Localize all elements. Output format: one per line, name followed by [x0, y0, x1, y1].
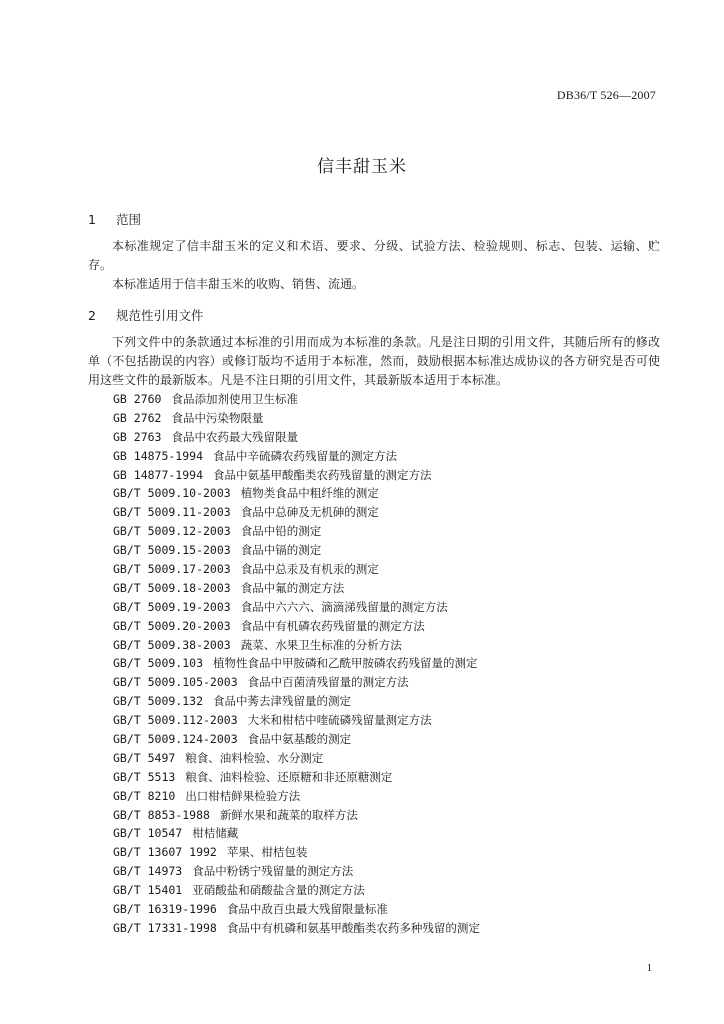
- reference-code: GB/T 5009.10-2003: [113, 486, 231, 501]
- reference-code: GB/T 5009.15-2003: [113, 543, 231, 558]
- reference-title: 柑桔储藏: [192, 826, 239, 841]
- reference-code: GB/T 8853-1988: [113, 807, 210, 822]
- reference-code: GB/T 5009.132: [113, 694, 204, 709]
- reference-title: 食品中百菌清残留量的测定方法: [247, 675, 409, 690]
- reference-title: 食品添加剂使用卫生标准: [171, 392, 298, 406]
- reference-item: [113, 919, 480, 938]
- reference-code: GB/T 10547: [113, 826, 183, 841]
- reference-item: [113, 447, 480, 466]
- reference-code: GB/T 5009.112-2003: [113, 713, 238, 728]
- reference-item: [113, 862, 480, 881]
- reference-code: GB 2760: [113, 392, 162, 406]
- reference-code: GB/T 5009.19-2003: [113, 599, 231, 614]
- reference-item: [113, 409, 480, 428]
- reference-title: 食品中有机磷农药残留量的测定方法: [240, 618, 425, 633]
- reference-code: GB/T 5009.103: [113, 656, 204, 671]
- section-title: 范围: [116, 212, 142, 227]
- reference-title: 食品中有机磷和氨基甲酸酯类农药多种残留的测定: [226, 920, 480, 935]
- scope-paragraph-1: 本标准规定了信丰甜玉米的定义和术语、要求、分级、试验方法、检验规则、标志、包装、运输、贮存。: [88, 239, 660, 272]
- reference-title: 食品中辛硫磷农药残留量的测定方法: [213, 448, 398, 463]
- reference-code: GB 14875-1994: [113, 448, 204, 463]
- reference-item: [113, 749, 480, 768]
- scope-paragraph-2: 本标准适用于信丰甜玉米的收购、销售、流通。: [112, 277, 365, 291]
- reference-code: GB/T 14973: [113, 864, 183, 879]
- reference-item: [113, 466, 480, 485]
- reference-code: GB/T 13607 1992: [113, 845, 217, 860]
- references-intro-paragraph: 下列文件中的条款通过本标准的引用而成为本标准的条款。凡是注日期的引用文件，其随后所有的修改单（不包括勘误的内容）或修订版均不适用于本标准，然而，鼓励根据本标准达成协议的各方研究是否可使用这些文件的最新版本。凡是不注日期的引用文件，其最新版本适用于本标准。: [88, 335, 660, 387]
- reference-code: GB 2762: [113, 410, 162, 425]
- reference-title: 食品中氟的测定方法: [240, 580, 345, 595]
- section-number: 2: [88, 308, 96, 323]
- reference-code: GB/T 5009.20-2003: [113, 618, 231, 633]
- reference-title: 食品中铅的测定: [240, 524, 322, 539]
- reference-title: 植物类食品中粗纤维的测定: [240, 486, 379, 501]
- reference-item: [113, 636, 480, 655]
- reference-code: GB/T 5513: [113, 769, 176, 784]
- reference-code: GB/T 5009.38-2003: [113, 637, 231, 652]
- reference-item: [113, 824, 480, 843]
- reference-item: [113, 843, 480, 862]
- reference-code: GB/T 5009.12-2003: [113, 524, 231, 539]
- reference-item: [113, 484, 480, 503]
- reference-title: 新鲜水果和蔬菜的取样方法: [219, 807, 358, 822]
- reference-item: [113, 730, 480, 749]
- reference-title: 食品中氨基酸的测定: [247, 732, 352, 747]
- reference-title: 食品中农药最大残留限量: [171, 429, 298, 444]
- reference-item: [113, 560, 480, 579]
- reference-title: 亚硝酸盐和硝酸盐含量的测定方法: [192, 883, 365, 898]
- reference-title: 大米和柑桔中喹硫磷残留量测定方法: [247, 713, 432, 728]
- reference-title: 食品中氨基甲酸酯类农药残留量的测定方法: [213, 467, 432, 482]
- reference-title: 食品中莠去津残留量的测定: [213, 694, 352, 709]
- reference-title: 食品中总汞及有机汞的测定: [240, 562, 379, 577]
- reference-title: 食品中粉锈宁残留量的测定方法: [192, 864, 354, 879]
- reference-title: 食品中污染物限量: [171, 410, 264, 425]
- reference-code: GB/T 5009.11-2003: [113, 505, 231, 520]
- reference-code: GB/T 16319-1996: [113, 902, 217, 917]
- reference-title: 粮食、油料检验、水分测定: [185, 750, 324, 765]
- reference-item: [113, 881, 480, 900]
- reference-item: [113, 390, 480, 409]
- reference-code: GB/T 5009.105-2003: [113, 675, 238, 690]
- document-title: 信丰甜玉米: [317, 157, 407, 177]
- reference-title: 蔬菜、水果卫生标准的分析方法: [240, 637, 402, 652]
- reference-code: GB 2763: [113, 429, 162, 444]
- reference-title: 食品中敌百虫最大残留限量标准: [226, 902, 388, 917]
- reference-item: [113, 579, 480, 598]
- reference-item: [113, 541, 480, 560]
- standard-code: DB36/T 526—2007: [556, 88, 656, 102]
- reference-code: GB/T 5497: [113, 750, 176, 765]
- reference-item: [113, 503, 480, 522]
- reference-code: GB/T 5009.17-2003: [113, 562, 231, 577]
- reference-item: [113, 806, 480, 825]
- reference-item: [113, 900, 480, 919]
- reference-code: GB/T 8210: [113, 788, 176, 803]
- reference-item: [113, 522, 480, 541]
- reference-item: [113, 428, 480, 447]
- section-heading-scope: [88, 210, 141, 228]
- reference-list: [113, 390, 480, 938]
- section-heading-normative-references: [88, 306, 204, 324]
- reference-title: 粮食、油料检验、还原糖和非还原糖测定: [185, 769, 393, 784]
- reference-code: GB 14877-1994: [113, 467, 204, 482]
- reference-title: 食品中镉的测定: [240, 543, 322, 558]
- reference-item: [113, 768, 480, 787]
- reference-item: [113, 617, 480, 636]
- reference-code: GB/T 17331-1998: [113, 920, 217, 935]
- reference-title: 植物性食品中甲胺磷和乙酰甲胺磷农药残留量的测定: [213, 656, 478, 671]
- reference-item: [113, 692, 480, 711]
- reference-item: [113, 654, 480, 673]
- reference-item: [113, 787, 480, 806]
- reference-title: 出口柑桔鲜果检验方法: [185, 788, 301, 803]
- section-title: 规范性引用文件: [116, 308, 204, 323]
- reference-item: [113, 598, 480, 617]
- reference-code: GB/T 5009.124-2003: [113, 732, 238, 747]
- reference-code: GB/T 5009.18-2003: [113, 580, 231, 595]
- reference-title: 食品中总砷及无机砷的测定: [240, 505, 379, 520]
- page-number: 1: [646, 962, 652, 974]
- reference-title: 食品中六六六、滴滴涕残留量的测定方法: [240, 599, 448, 614]
- reference-item: [113, 711, 480, 730]
- reference-item: [113, 673, 480, 692]
- reference-title: 苹果、柑桔包装: [226, 845, 308, 860]
- section-number: 1: [88, 212, 96, 227]
- reference-code: GB/T 15401: [113, 883, 183, 898]
